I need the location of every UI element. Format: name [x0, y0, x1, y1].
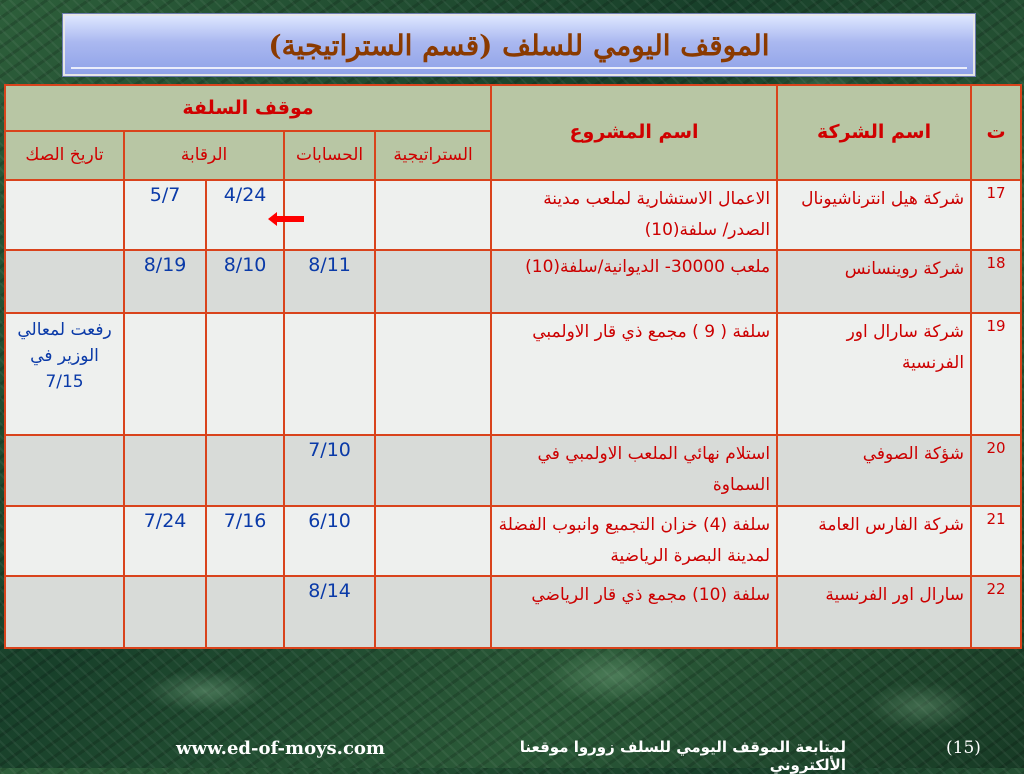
accounts-date: [284, 313, 375, 436]
header-t: ت: [971, 85, 1021, 180]
control-date-a: [206, 435, 284, 506]
loans-table: [4, 84, 1022, 649]
control-date-a: 7/16: [206, 506, 284, 577]
header-company: اسم الشركة: [777, 85, 971, 180]
company-name: سارال اور الفرنسية: [777, 576, 971, 648]
project-name: استلام نهائي الملعب الاولمبي في السماوة: [491, 435, 777, 506]
page-number: (15): [946, 738, 981, 758]
website-link[interactable]: www.ed-of-moys.com: [176, 738, 385, 759]
company-name: شركة هيل انترناشيونال: [777, 180, 971, 251]
accounts-date: 7/10: [284, 435, 375, 506]
control-date-b: [124, 435, 206, 506]
left-arrow-icon: [268, 211, 306, 227]
header-loan-status: موقف السلفة: [5, 85, 491, 131]
accounts-date: 8/14: [284, 576, 375, 648]
row-number: 17: [971, 180, 1021, 251]
project-name: سلفة ( 9 ) مجمع ذي قار الاولمبي: [491, 313, 777, 436]
check-date: [5, 180, 124, 251]
control-date-a: 8/10: [206, 250, 284, 312]
page-title: الموقف اليومي للسلف (قسم الستراتيجية): [268, 28, 770, 62]
header-accounts: الحسابات: [284, 131, 375, 179]
control-date-b: 7/24: [124, 506, 206, 577]
project-name: الاعمال الاستشارية لملعب مدينة الصدر/ سلفة(10): [491, 180, 777, 251]
row-number: 21: [971, 506, 1021, 577]
strategy-date: [375, 576, 491, 648]
table-row: [5, 313, 1021, 436]
control-date-b: [124, 313, 206, 436]
company-name: شركة سارال اور الفرنسية: [777, 313, 971, 436]
project-name: سلفة (4) خزان التجميع وانبوب الفضلة لمدينة البصرة الرياضية: [491, 506, 777, 577]
control-date-a: 4/24: [206, 180, 284, 251]
check-date: [5, 506, 124, 577]
table-row: [5, 435, 1021, 506]
title-banner: [63, 14, 975, 76]
company-name: شركة روينسانس: [777, 250, 971, 312]
accounts-date: 8/11: [284, 250, 375, 312]
check-date: [5, 576, 124, 648]
control-date-a: [206, 313, 284, 436]
table-row: [5, 180, 1021, 251]
accounts-date: 6/10: [284, 506, 375, 577]
footer: [0, 736, 1024, 774]
strategy-date: [375, 506, 491, 577]
project-name: ملعب 30000- الديوانية/سلفة(10): [491, 250, 777, 312]
header-strategy: الستراتيجية: [375, 131, 491, 179]
header-check-date: تاريخ الصك: [5, 131, 124, 179]
title-underline: [71, 67, 967, 69]
table-row: [5, 576, 1021, 648]
control-date-a: [206, 576, 284, 648]
control-date-b: 5/7: [124, 180, 206, 251]
strategy-date: [375, 250, 491, 312]
strategy-date: [375, 435, 491, 506]
table-row: [5, 250, 1021, 312]
footer-message: لمتابعة الموقف اليومي للسلف زوروا موقعنا الألكتروني: [519, 738, 846, 774]
check-date: [5, 250, 124, 312]
check-date: رفعت لمعالي الوزير في 7/15: [5, 313, 124, 436]
company-name: شركة الفارس العامة: [777, 506, 971, 577]
check-date: [5, 435, 124, 506]
strategy-date: [375, 313, 491, 436]
strategy-date: [375, 180, 491, 251]
control-date-b: [124, 576, 206, 648]
row-number: 22: [971, 576, 1021, 648]
company-name: شؤكة الصوفي: [777, 435, 971, 506]
row-number: 18: [971, 250, 1021, 312]
header-project: اسم المشروع: [491, 85, 777, 180]
row-number: 20: [971, 435, 1021, 506]
control-date-b: 8/19: [124, 250, 206, 312]
table-row: [5, 506, 1021, 577]
row-number: 19: [971, 313, 1021, 436]
header-control: الرقابة: [124, 131, 284, 179]
project-name: سلفة (10) مجمع ذي قار الرياضي: [491, 576, 777, 648]
